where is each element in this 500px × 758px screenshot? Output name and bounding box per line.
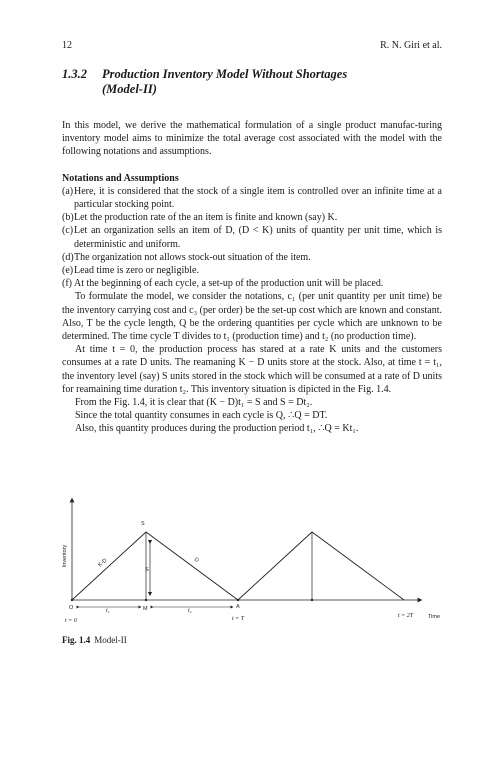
section-number: 1.3.2 xyxy=(62,67,87,81)
t2-label: t₂ xyxy=(188,608,192,614)
assumption-text: Let an organization sells an item of D, (D < K) units of quantity per unit time, which is deterministic and uniform. xyxy=(74,225,442,250)
assumption-text: Here, it is considered that the stock of a single item is controlled over an infinite time at a particular stocking point. xyxy=(74,185,442,211)
assumption-marker: (c) xyxy=(62,225,74,237)
peak-label: S xyxy=(141,521,145,527)
assumption-text: Let the production rate of the an item is finite and known (say) K. xyxy=(74,212,338,224)
paragraph-equation-kt: Also, this quantity produces during the production period t₁, ∴Q = Kt₁. xyxy=(75,423,359,435)
x-axis-label: Time xyxy=(428,614,441,620)
a-label: A xyxy=(236,604,240,610)
intro-paragraph: In this model, we derive the mathematical formulation of a single product manufac-turing inventory model aims to minimize the total average cost associated with the model with the following notations and assumptions. xyxy=(62,120,442,158)
point-a xyxy=(237,599,239,601)
mid-s-label: S xyxy=(145,567,149,573)
assumption-item xyxy=(62,264,442,277)
rise-slope-label: K-D xyxy=(97,557,109,569)
page-number: 12 xyxy=(62,40,72,51)
section-title-line1: Production Inventory Model Without Shortages xyxy=(102,67,348,81)
assumption-item xyxy=(62,277,442,290)
t2T-label: t = 2T xyxy=(398,613,414,619)
assumption-marker: (b) xyxy=(62,212,74,224)
inventory-curve xyxy=(72,532,404,600)
running-head-authors: R. N. Giri et al. xyxy=(380,40,442,51)
assumption-text: At the beginning of each cycle, a set-up of the production unit will be placed. xyxy=(74,278,384,290)
caption-text: Model-II xyxy=(94,635,127,645)
assumption-item xyxy=(62,211,442,224)
paragraph-notations: To formulate the model, we consider the notations, c₁ (per unit quantity per unit time) be the inventory carrying cost and c₃ (per order) be the set-up cost which are known and constant. Also, T be the cycle length, Q be the ordering quantities per cycle which are unknown to be determined. The time cycle T divides to t₁ (production time) and t₂ (no production time). xyxy=(62,291,442,343)
tT-label: t = T xyxy=(232,616,245,622)
assumption-item xyxy=(62,251,442,264)
assumption-text: Lead time is zero or negligible. xyxy=(74,265,199,277)
figure-model-ii xyxy=(62,494,442,634)
assumption-marker: (d) xyxy=(62,251,74,263)
t1-label: t₁ xyxy=(106,608,110,614)
t0-label: t = 0 xyxy=(65,618,77,624)
section-title xyxy=(62,67,442,97)
y-axis-label: Inventory xyxy=(62,544,68,568)
m-label: M xyxy=(143,606,148,612)
assumption-item xyxy=(62,224,442,250)
assumption-marker: (e) xyxy=(62,265,74,277)
assumption-marker: (f) xyxy=(62,278,72,290)
paragraph-process: At time t = 0, the production process has stared at a rate K units and the customers consumes at a rate D units. The reamaning K − D units store at the stock. Also, at time t = t₁, the inventory level (say) S units stored in the stock which will be consumed at a rate of D units for reamaining time duration t₂. This inventory situation is dipicted in the Fig. 1.4. xyxy=(62,344,442,395)
section-title-line2: (Model-II) xyxy=(102,82,157,96)
origin-label: O xyxy=(69,605,74,611)
caption-label: Fig. 1.4 xyxy=(62,635,91,645)
assumption-text: The organization not allows stock-out situation of the item. xyxy=(74,251,311,263)
paragraph-equation-s: From the Fig. 1.4, it is clear that (K − D)t₁ = S and S = Dt₂. xyxy=(75,397,313,409)
fall-slope-label: D xyxy=(192,556,200,564)
paragraph-equation-q: Since the total quantity consumes in each cycle is Q, ∴Q = DT. xyxy=(75,410,328,422)
assumption-marker: (a) xyxy=(62,185,74,197)
point-o xyxy=(71,599,73,601)
point-m xyxy=(145,599,147,601)
body-text xyxy=(62,119,442,436)
notations-heading: Notations and Assumptions xyxy=(62,172,179,184)
figure-caption xyxy=(62,635,127,645)
assumption-item xyxy=(62,185,442,211)
point-2 xyxy=(311,599,313,601)
